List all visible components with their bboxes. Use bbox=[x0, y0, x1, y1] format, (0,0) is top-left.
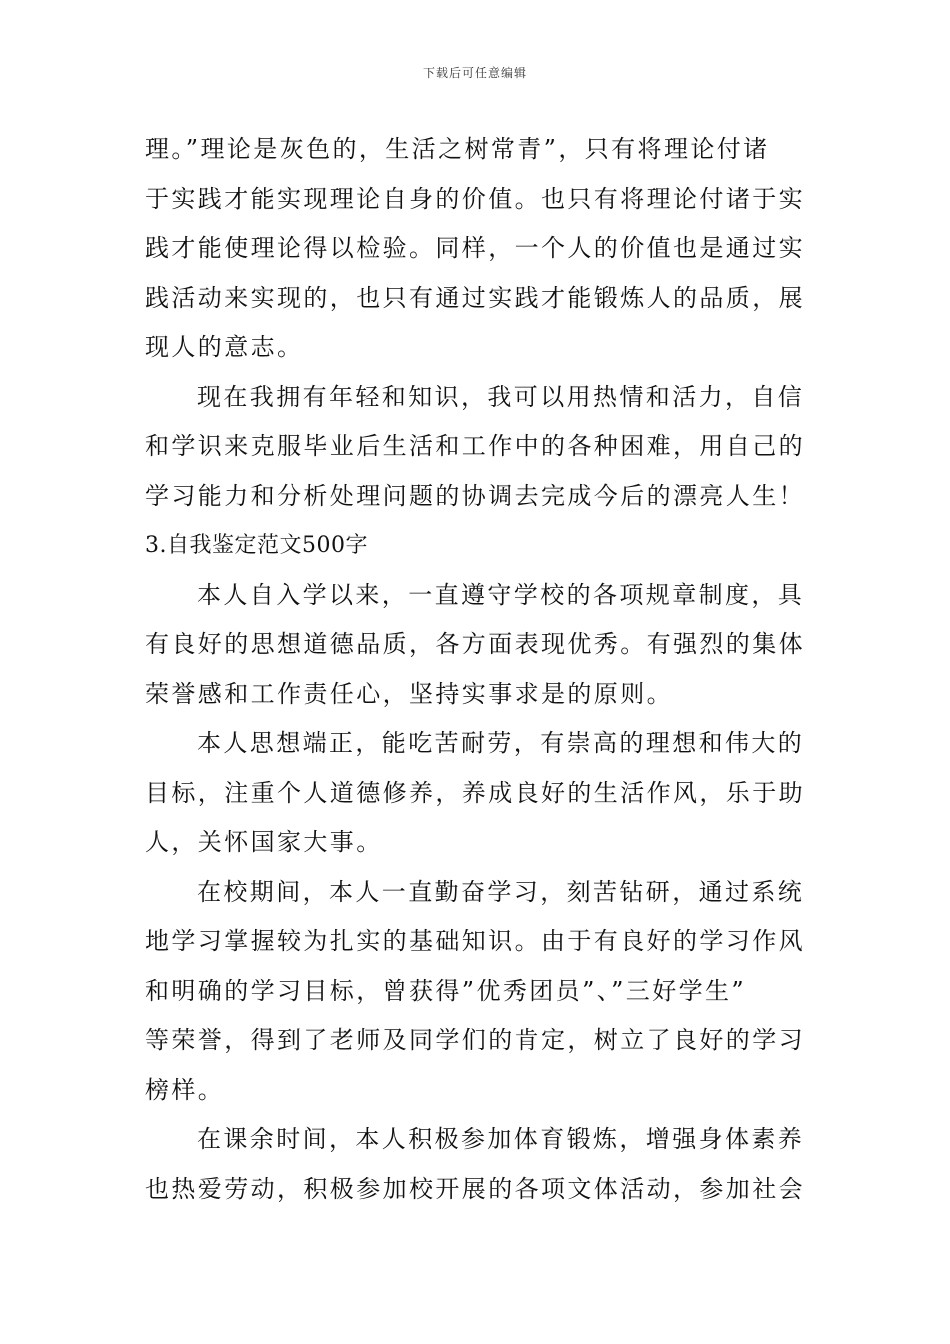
section-heading: 3.自我鉴定范文500字 bbox=[145, 533, 368, 558]
text-line: 地学习掌握较为扎实的基础知识。由于有良好的学习作风 bbox=[145, 927, 805, 955]
text-line: 本人自入学以来，一直遵守学校的各项规章制度，具 bbox=[197, 580, 805, 609]
text-line: 于实践才能实现理论自身的价值。也只有将理论付诸于实 bbox=[145, 184, 805, 213]
text-line: 人，关怀国家大事。 bbox=[145, 828, 383, 856]
text-line: 目标，注重个人道德修养，养成良好的生活作风，乐于助 bbox=[145, 778, 805, 807]
text-line: 荣誉感和工作责任心，坚持实事求是的原则。 bbox=[145, 679, 673, 708]
document-body bbox=[145, 125, 813, 1214]
text-line: 榜样。 bbox=[145, 1075, 225, 1104]
text-line: 本人思想端正，能吃苦耐劳，有崇高的理想和伟大的 bbox=[197, 729, 805, 757]
text-line: 践才能使理论得以检验。同样，一个人的价值也是通过实 bbox=[145, 234, 805, 262]
text-line: 和学识来克服毕业后生活和工作中的各种困难，用自己的 bbox=[145, 432, 805, 460]
text-line: 和明确的学习目标，曾获得”优秀团员”、”三好学生” bbox=[145, 976, 747, 1005]
text-line: 现在我拥有年轻和知识，我可以用热情和活力，自信 bbox=[197, 382, 805, 411]
text-line: 学习能力和分析处理问题的协调去完成今后的漂亮人生！ bbox=[145, 481, 805, 510]
page-header: 下载后可任意编辑 bbox=[422, 66, 527, 80]
text-line: 有良好的思想道德品质，各方面表现优秀。有强烈的集体 bbox=[145, 630, 805, 658]
text-line: 等荣誉，得到了老师及同学们的肯定，树立了良好的学习 bbox=[145, 1026, 805, 1054]
text-line: 也热爱劳动，积极参加校开展的各项文体活动，参加社会 bbox=[145, 1174, 805, 1203]
text-line: 理。”理论是灰色的，生活之树常青”，只有将理论付诸 bbox=[145, 135, 770, 163]
text-line: 在校期间，本人一直勤奋学习，刻苦钻研，通过系统 bbox=[197, 877, 805, 906]
text-line: 在课余时间，本人积极参加体育锻炼，增强身体素养 bbox=[197, 1125, 805, 1153]
text-line: 践活动来实现的，也只有通过实践才能锻炼人的品质，展 bbox=[145, 283, 805, 312]
text-line: 现人的意志。 bbox=[145, 333, 304, 361]
